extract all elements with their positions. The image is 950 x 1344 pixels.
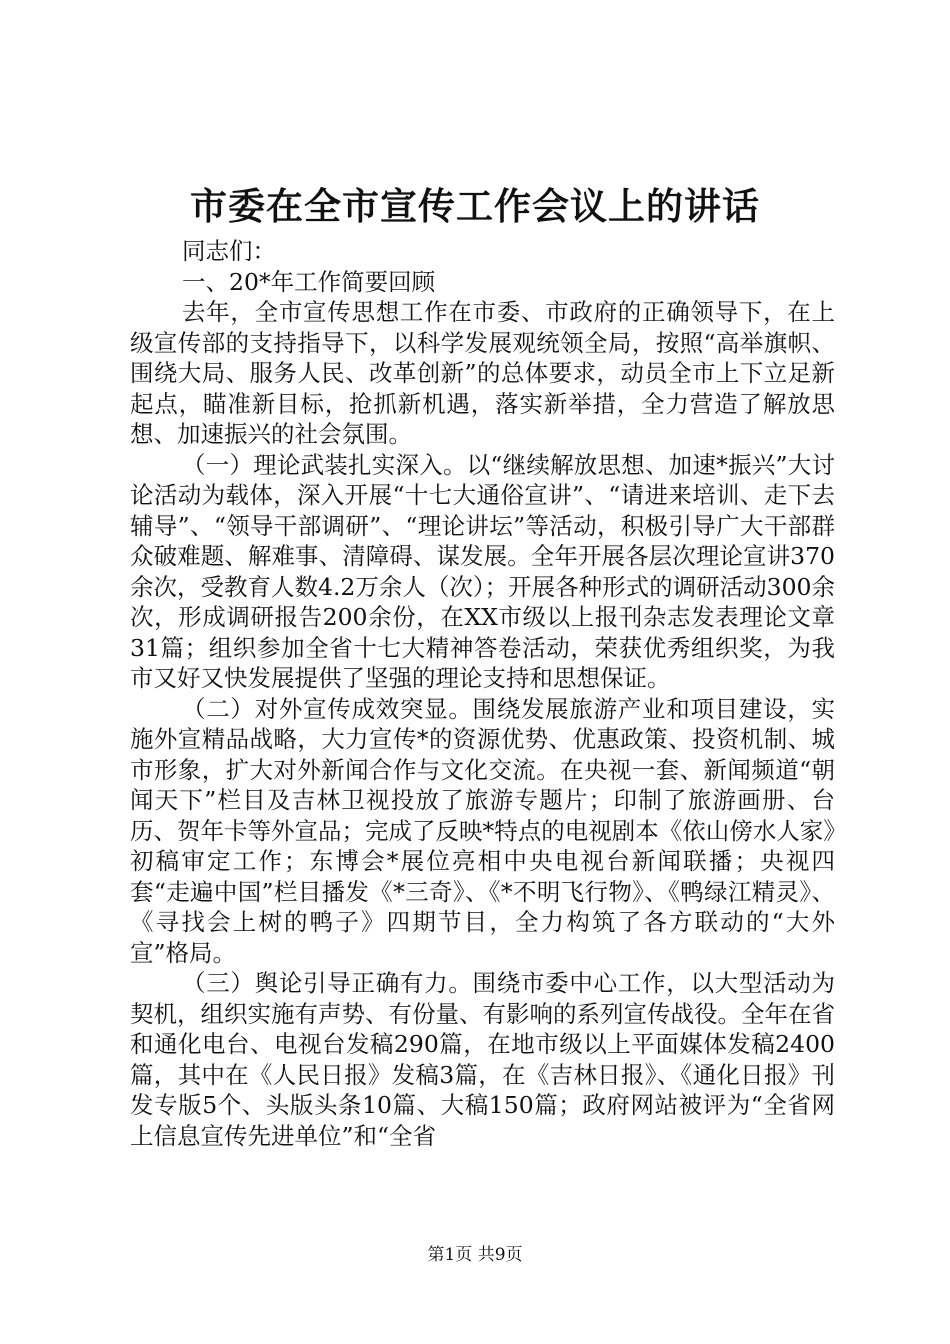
paragraph-intro: 去年，全市宣传思想工作在市委、市政府的正确领导下，在上级宣传部的支持指导下，以科学发展观统领全局，按照“高举旗帜、围绕大局、服务人民、改革创新”的总体要求，动员全市上下立足新起点，瞄准新目标，抢抓新机遇，落实新举措，全力营造了解放思想、加速振兴的社会氛围。 bbox=[130, 298, 835, 448]
greeting: 同志们： bbox=[182, 237, 276, 265]
document-title: 市委在全市宣传工作会议上的讲话 bbox=[190, 184, 760, 228]
paragraph-external-publicity: （二）对外宣传成效突显。围绕发展旅游产业和项目建设，实施外宣精品战略，大力宣传*的资源优势、优惠政策、投资机制、城市形象，扩大对外新闻合作与文化交流。在央视一套、新闻频道“朝闻天下”栏目及吉林卫视投放了旅游专题片；印制了旅游画册、台历、贺年卡等外宣品；完成了反映*特点的电视剧本《依山傍水人家》初稿审定工作；东博会*展位亮相中央电视台新闻联播；央视四套“走遍中国”栏目播发《*三奇》、《*不明飞行物》、《鸭绿江精灵》、《寻找会上树的鸭子》四期节目，全力构筑了各方联动的“大外宣”格局。 bbox=[130, 694, 835, 967]
page-footer: 第1页 共9页 bbox=[427, 1245, 523, 1265]
section-heading: 一、20*年工作简要回顾 bbox=[182, 267, 436, 296]
paragraph-theory: （一）理论武装扎实深入。以“继续解放思想、加速*振兴”大讨论活动为载体，深入开展“十七大通俗宣讲”、“请进来培训、走下去辅导”、“领导干部调研”、“理论讲坛”等活动，积极引导广大干部群众破难题、解难事、清障碍、谋发展。全年开展各层次理论宣讲370余次，受教育人数4.2万余人（次）；开展各种形式的调研活动300余次，形成调研报告200余份，在XX市级以上报刊杂志发表理论文章31篇；组织参加全省十七大精神答卷活动，荣获优秀组织奖，为我市又好又快发展提供了坚强的理论支持和思想保证。 bbox=[130, 450, 835, 692]
document-body bbox=[130, 236, 835, 1151]
paragraph-public-opinion: （三）舆论引导正确有力。围绕市委中心工作，以大型活动为契机，组织实施有声势、有份量、有影响的系列宣传战役。全年在省和通化电台、电视台发稿290篇，在地市级以上平面媒体发稿2400篇，其中在《人民日报》发稿3篇，在《吉林日报》、《通化日报》刊发专版5个、头版头条10篇、大稿150篇；政府网站被评为“全省网上信息宣传先进单位”和“全省 bbox=[130, 969, 835, 1150]
